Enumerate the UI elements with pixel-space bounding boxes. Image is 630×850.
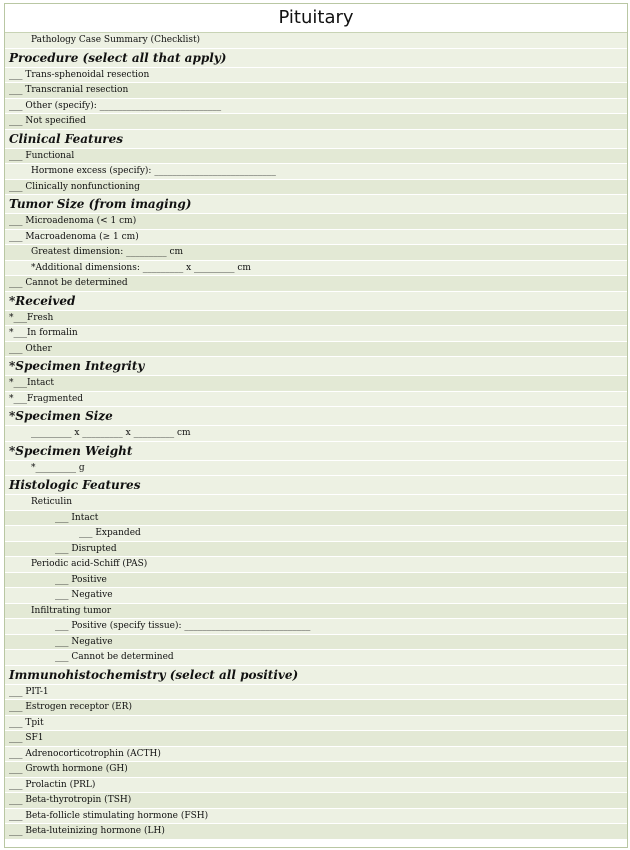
- checklist-row: [5, 635, 627, 651]
- checklist-row: [5, 83, 627, 99]
- checklist-row: [5, 588, 627, 604]
- checklist-item-text: ___ Not specified: [9, 116, 86, 126]
- checklist-item-text: *___Fresh: [9, 312, 54, 323]
- checklist-row: [5, 526, 627, 542]
- checklist-item-text: ___ Disrupted: [55, 543, 117, 554]
- section-heading: [5, 666, 627, 685]
- checklist-row: [5, 245, 627, 261]
- section-heading-text: *Specimen Integrity: [9, 359, 145, 373]
- checklist-row: [5, 230, 627, 246]
- section-heading: [5, 130, 627, 149]
- checklist-row: [5, 68, 627, 84]
- checklist-item-text: ___ Clinically nonfunctioning: [9, 181, 140, 192]
- checklist-item-text: *___Intact: [9, 378, 54, 388]
- checklist-row: [5, 747, 627, 763]
- checklist-row: [5, 392, 627, 408]
- checklist-item-text: ___ Positive: [55, 574, 107, 585]
- section-heading: [5, 442, 627, 461]
- checklist-row: [5, 685, 627, 701]
- checklist-sheet: [4, 3, 628, 848]
- checklist-row: [5, 214, 627, 230]
- checklist-row: [5, 650, 627, 666]
- checklist-row: [5, 99, 627, 115]
- section-heading-text: Histologic Features: [9, 478, 141, 492]
- checklist-item-text: ___ Beta-thyrotropin (TSH): [9, 795, 132, 805]
- checklist-item-text: ___ Negative: [55, 590, 113, 600]
- checklist-item-text: Reticulin: [31, 497, 72, 507]
- checklist-item-text: ___ Prolactin (PRL): [9, 779, 96, 790]
- checklist-row: [5, 511, 627, 527]
- checklist-item-text: ___ Beta-follicle stimulating hormone (FSH): [9, 810, 209, 821]
- section-heading-text: *Specimen Size: [9, 409, 113, 423]
- checklist-item-text: ___ Macroadenoma (≥ 1 cm): [9, 231, 139, 242]
- checklist-item-text: ___ SF1: [9, 733, 44, 743]
- checklist-item-text: ___ Positive (specify tissue): ____________________________: [55, 621, 311, 631]
- checklist-row: [5, 426, 627, 442]
- checklist-item-text: ___ Trans-sphenoidal resection: [9, 69, 150, 80]
- checklist-item-text: ___ Estrogen receptor (ER): [9, 702, 132, 712]
- checklist-row: [5, 700, 627, 716]
- checklist-item-text: *_________ g: [31, 462, 85, 473]
- checklist-item-text: Hormone excess (specify): ___________________________: [31, 166, 276, 176]
- checklist-row: [5, 824, 627, 840]
- checklist-row: [5, 778, 627, 794]
- section-heading-text: Procedure (select all that apply): [9, 50, 227, 65]
- checklist-item-text: ___ Intact: [55, 512, 99, 523]
- section-heading: [5, 49, 627, 68]
- section-heading-text: Immunohistochemistry (select all positive): [9, 667, 299, 682]
- checklist-item-text: Periodic acid-Schiff (PAS): [31, 559, 148, 569]
- checklist-row: [5, 311, 627, 327]
- section-heading: [5, 407, 627, 426]
- checklist-row: [5, 261, 627, 277]
- section-heading-text: Tumor Size (from imaging): [9, 197, 192, 211]
- checklist-item-text: ___ Cannot be determined: [9, 278, 128, 288]
- checklist-rows: [5, 33, 627, 840]
- checklist-row: [5, 326, 627, 342]
- page-title: Pituitary: [5, 4, 627, 33]
- section-heading-text: *Specimen Weight: [9, 443, 133, 458]
- checklist-row: [5, 809, 627, 825]
- section-heading-text: Clinical Features: [9, 131, 124, 146]
- checklist-row: [5, 180, 627, 196]
- checklist-item-text: ___ Negative: [55, 636, 113, 647]
- checklist-item-text: ___ Microadenoma (< 1 cm): [9, 216, 137, 226]
- section-heading: [5, 357, 627, 376]
- checklist-row: [5, 164, 627, 180]
- checklist-item-text: *___In formalin: [9, 328, 78, 338]
- checklist-row: [5, 342, 627, 358]
- section-heading: [5, 292, 627, 311]
- checklist-row: [5, 573, 627, 589]
- checklist-row: [5, 276, 627, 292]
- checklist-row: [5, 33, 627, 49]
- checklist-row: [5, 495, 627, 511]
- checklist-item-text: ___ Cannot be determined: [55, 652, 174, 662]
- checklist-row: [5, 762, 627, 778]
- checklist-row: [5, 461, 627, 477]
- checklist-item-text: ___ Beta-luteinizing hormone (LH): [9, 826, 165, 836]
- checklist-item-text: Infiltrating tumor: [31, 605, 112, 616]
- checklist-item-text: ___ Transcranial resection: [9, 85, 129, 95]
- checklist-item-text: *___Fragmented: [9, 393, 84, 404]
- checklist-row: [5, 793, 627, 809]
- checklist-item-text: ___ Adrenocorticotrophin (ACTH): [9, 748, 161, 759]
- checklist-row: [5, 716, 627, 732]
- checklist-row: [5, 114, 627, 130]
- section-heading: [5, 476, 627, 495]
- checklist-row: [5, 376, 627, 392]
- checklist-item-text: ___ Tpit: [9, 717, 44, 728]
- checklist-item-text: _________ x _________ x _________ cm: [31, 428, 191, 438]
- checklist-row: [5, 542, 627, 558]
- checklist-item-text: ___ PIT-1: [9, 686, 49, 697]
- checklist-item-text: ___ Growth hormone (GH): [9, 764, 128, 774]
- checklist-item-text: ___ Other: [9, 343, 52, 354]
- checklist-item-text: ___ Other (specify): ___________________________: [9, 100, 222, 111]
- checklist-row: [5, 731, 627, 747]
- checklist-row: [5, 604, 627, 620]
- checklist-row: [5, 149, 627, 165]
- section-heading: [5, 195, 627, 214]
- checklist-item-text: ___ Expanded: [79, 528, 141, 538]
- checklist-item-text: ___ Functional: [9, 150, 75, 161]
- checklist-row: [5, 619, 627, 635]
- checklist-item-text: Pathology Case Summary (Checklist): [31, 35, 201, 45]
- checklist-item-text: Greatest dimension: _________ cm: [31, 247, 184, 257]
- section-heading-text: *Received: [9, 293, 76, 308]
- checklist-row: [5, 557, 627, 573]
- checklist-item-text: *Additional dimensions: _________ x _________ cm: [31, 262, 251, 273]
